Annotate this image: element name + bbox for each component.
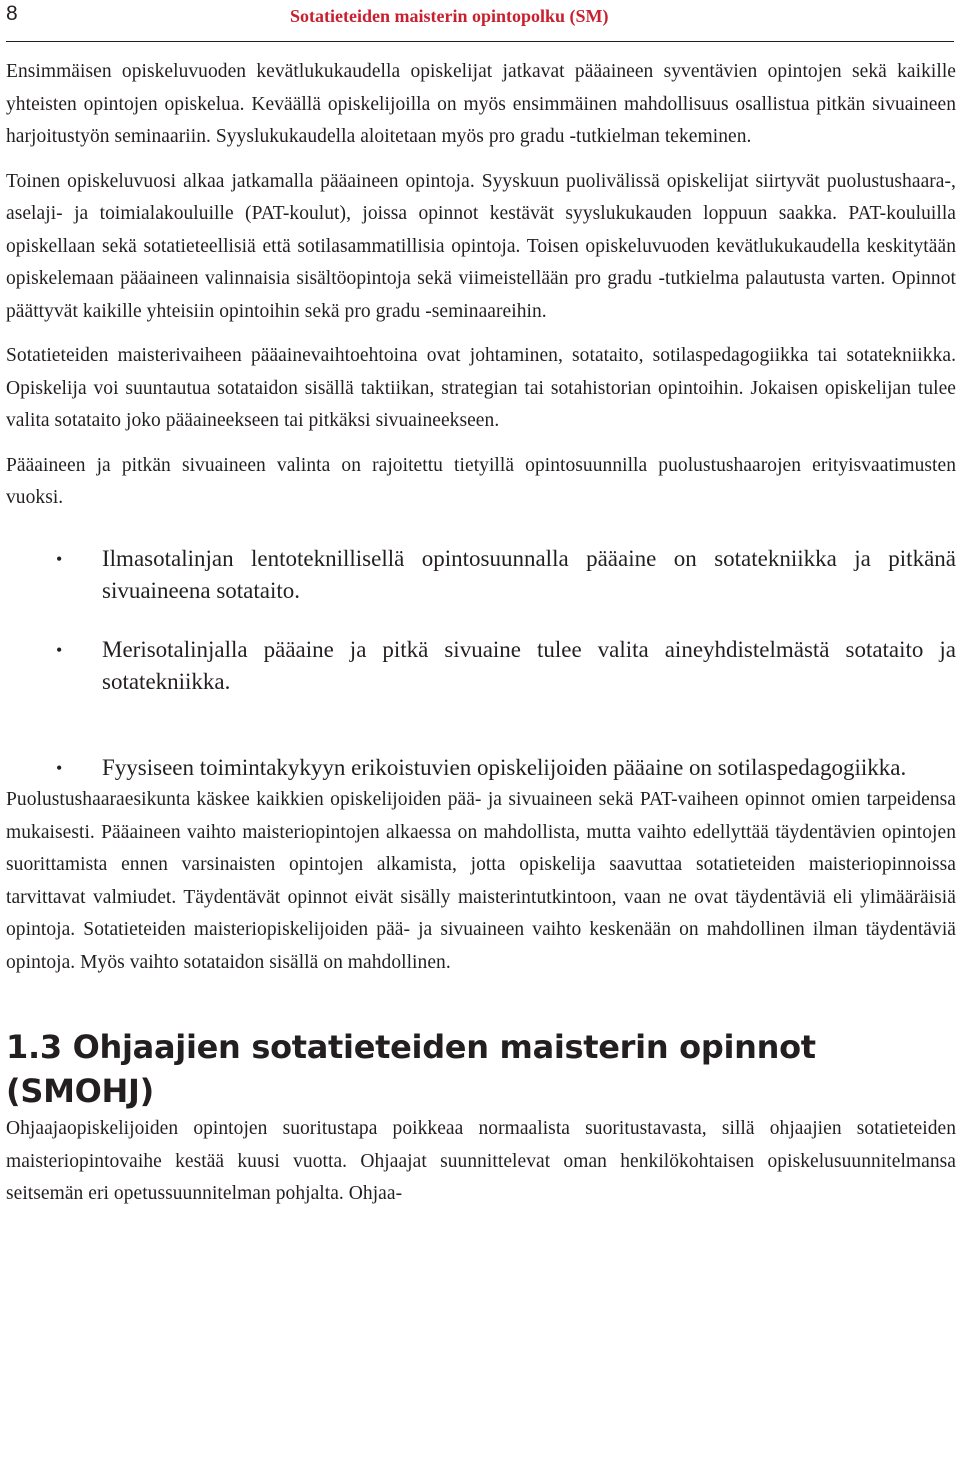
restriction-list — [6, 543, 956, 785]
page-number: 8 — [6, 2, 18, 25]
paragraph-pilot-studies: Ohjaajaopiskelijoiden opintojen suoritustapa poikkeaa normaalista suoritustavasta, sillä ohjaajien sotatieteiden maisteriopintovaihe kestää kuusi vuotta. Ohjaajat suunnittelevat oman henkilökohtaisen opiskelusuunnitelmansa seitsemän eri opetussuunnitelman pohjalta. Ohjaa- — [6, 1118, 956, 1204]
header-rule — [6, 41, 954, 42]
page-header — [0, 0, 960, 42]
paragraph-first-year-spring: Ensimmäisen opiskeluvuoden kevätlukukaudella opiskelijat jatkavat pääaineen syventävien opintojen sekä kaikille yhteisten opintojen opiskelua. Keväällä opiskelijoilla on myös ensimmäinen mahdollisuus osallistua pitkän sivuaineen harjoitustyön seminaariin. Syyslukukaudella aloitetaan myös pro gradu -tutkielman tekeminen. — [6, 61, 956, 147]
bullet-glyph: • — [56, 548, 63, 569]
paragraph-major-change: Puolustushaaraesikunta käskee kaikkien opiskelijoiden pää- ja sivuaineen sekä PAT-vaiheen opinnot omien tarpeidensa mukaisesti. Pääaineen vaihto maisteriopintojen alkaessa on mahdollista, mutta vaihto edellyttää täydentävien opintojen suorittamista ennen varsinaisten opintojen alkamista, jotta opiskelija saavuttaa sotatieteiden maisteriopinnoissa tarvittavat valmiudet. Täydentävät opinnot eivät sisälly maisterintutkintoon, vaan ne ovat täydentäviä eli ylimääräisiä opintoja. Sotatieteiden maisteriopiskelijoiden pää- ja sivuaineen vaihto keskenään on mahdollinen ilman täydentäviä opintoja. Myös vaihto sotataidon sisällä on mahdollinen. — [6, 789, 956, 973]
running-title: Sotatieteiden maisterin opintopolku (SM) — [290, 6, 609, 26]
bullet-glyph: • — [56, 757, 63, 778]
list-item-text: Ilmasotalinjan lentoteknillisellä opintosuunnalla pääaine on sotatekniikka ja pitkänä sivuaineena sotataito. — [102, 545, 956, 603]
paragraph-major-restrictions: Pääaineen ja pitkän sivuaineen valinta on rajoitettu tietyillä opintosuunnilla puolustushaarojen erityisvaatimusten vuoksi. — [6, 454, 956, 508]
page-content — [6, 56, 956, 1211]
list-item — [6, 634, 956, 699]
list-item — [6, 543, 956, 608]
bullet-glyph: • — [56, 639, 63, 660]
list-item-text: Fyysiseen toimintakykyyn erikoistuvien opiskelijoiden pääaine on sotilaspedagogiikka. — [102, 754, 907, 780]
list-item — [6, 752, 956, 785]
section-heading: 1.3 Ohjaajien sotatieteiden maisterin opinnot (SMOHJ) — [6, 1028, 816, 1110]
paragraph-major-options: Sotatieteiden maisterivaiheen pääainevaihtoehtoina ovat johtaminen, sotataito, sotilaspedagogiikka tai sotatekniikka. Opiskelija voi suuntautua sotataidon sisällä taktiikan, strategian tai sotahistorian opintoihin. Jokaisen opiskelijan tulee valita sotataito joko pääaineekseen tai pitkäksi sivuaineekseen. — [6, 345, 956, 431]
paragraph-second-year: Toinen opiskeluvuosi alkaa jatkamalla pääaineen opintoja. Syyskuun puolivälissä opiskelijat siirtyvät puolustushaara-, aselaji- ja toimialakouluille (PAT-koulut), joissa opinnot kestävät syyslukukauden loppuun saakka. PAT-kouluilla opiskellaan sekä sotatieteellisiä että sotilasammatillisia opintoja. Toisen opiskeluvuoden kevätlukukaudella keskitytään opiskelemaan pääaineen valinnaisia sisältöopintoja sekä viimeistellään pro gradu -tutkielma palautusta varten. Opinnot päättyvät kaikille yhteisiin opintoihin sekä pro gradu -seminaareihin. — [6, 170, 956, 322]
list-item-text: Merisotalinjalla pääaine ja pitkä sivuaine tulee valita aineyhdistelmästä sotataito ja sotatekniikka. — [102, 636, 956, 694]
